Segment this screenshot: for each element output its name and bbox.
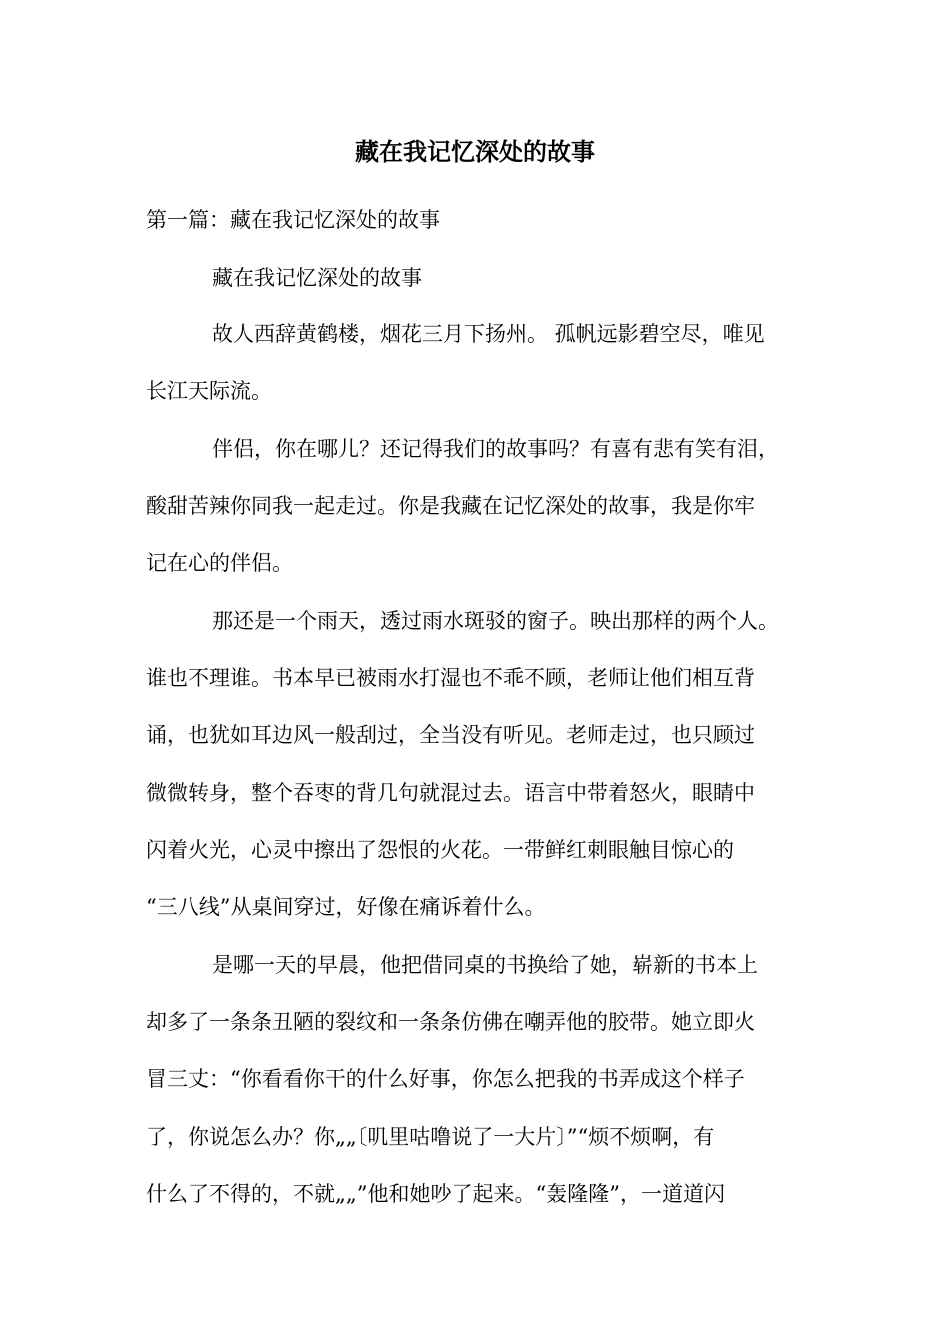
paragraph-line: 记在心的伴侣。 xyxy=(146,551,293,575)
paragraph-line: 故人西辞黄鹤楼，烟花三月下扬州。 孤帆远影碧空尽，唯见 xyxy=(212,322,765,346)
paragraph-line: 伴侣，你在哪儿？还记得我们的故事吗？有喜有悲有笑有泪， xyxy=(212,437,779,461)
paragraph-line: 谁也不理谁。书本早已被雨水打湿也不乖不顾，老师让他们相互背 xyxy=(146,666,755,690)
paragraph-line: 微微转身，整个吞枣的背几句就混过去。语言中带着怒火，眼睛中 xyxy=(146,781,755,805)
paragraph-line: 长江天际流。 xyxy=(146,379,272,403)
article-subtitle: 藏在我记忆深处的故事 xyxy=(212,266,422,290)
paragraph-line: 那还是一个雨天，透过雨水斑驳的窗子。映出那样的两个人。 xyxy=(212,609,779,633)
paragraph-line: 闪着火光，心灵中擦出了怨恨的火花。一带鲜红刺眼触目惊心的 xyxy=(146,838,734,862)
paragraph-line: 酸甜苦辣你同我一起走过。你是我藏在记忆深处的故事，我是你牢 xyxy=(146,494,755,518)
paragraph-line: 冒三丈：“你看看你干的什么好事，你怎么把我的书弄成这个样子 xyxy=(146,1067,745,1091)
section-heading: 第一篇：藏在我记忆深处的故事 xyxy=(146,208,440,232)
paragraph-line: 什么了不得的，不就„„”他和她吵了起来。“轰隆隆”，一道道闪 xyxy=(146,1182,725,1206)
paragraph-line: 诵，也犹如耳边风一般刮过，全当没有听见。老师走过，也只顾过 xyxy=(146,723,755,747)
paragraph-line: “三八线”从桌间穿过，好像在痛诉着什么。 xyxy=(146,895,546,919)
paragraph-line: 了，你说怎么办？你„„〔叽里咕噜说了一大片〕”“烦不烦啊，有 xyxy=(146,1125,715,1149)
paragraph-line: 是哪一天的早晨，他把借同桌的书换给了她，崭新的书本上 xyxy=(212,953,758,977)
paragraph-line: 却多了一条条丑陋的裂纹和一条条仿佛在嘲弄他的胶带。她立即火 xyxy=(146,1010,755,1034)
document-title: 藏在我记忆深处的故事 xyxy=(355,137,595,166)
